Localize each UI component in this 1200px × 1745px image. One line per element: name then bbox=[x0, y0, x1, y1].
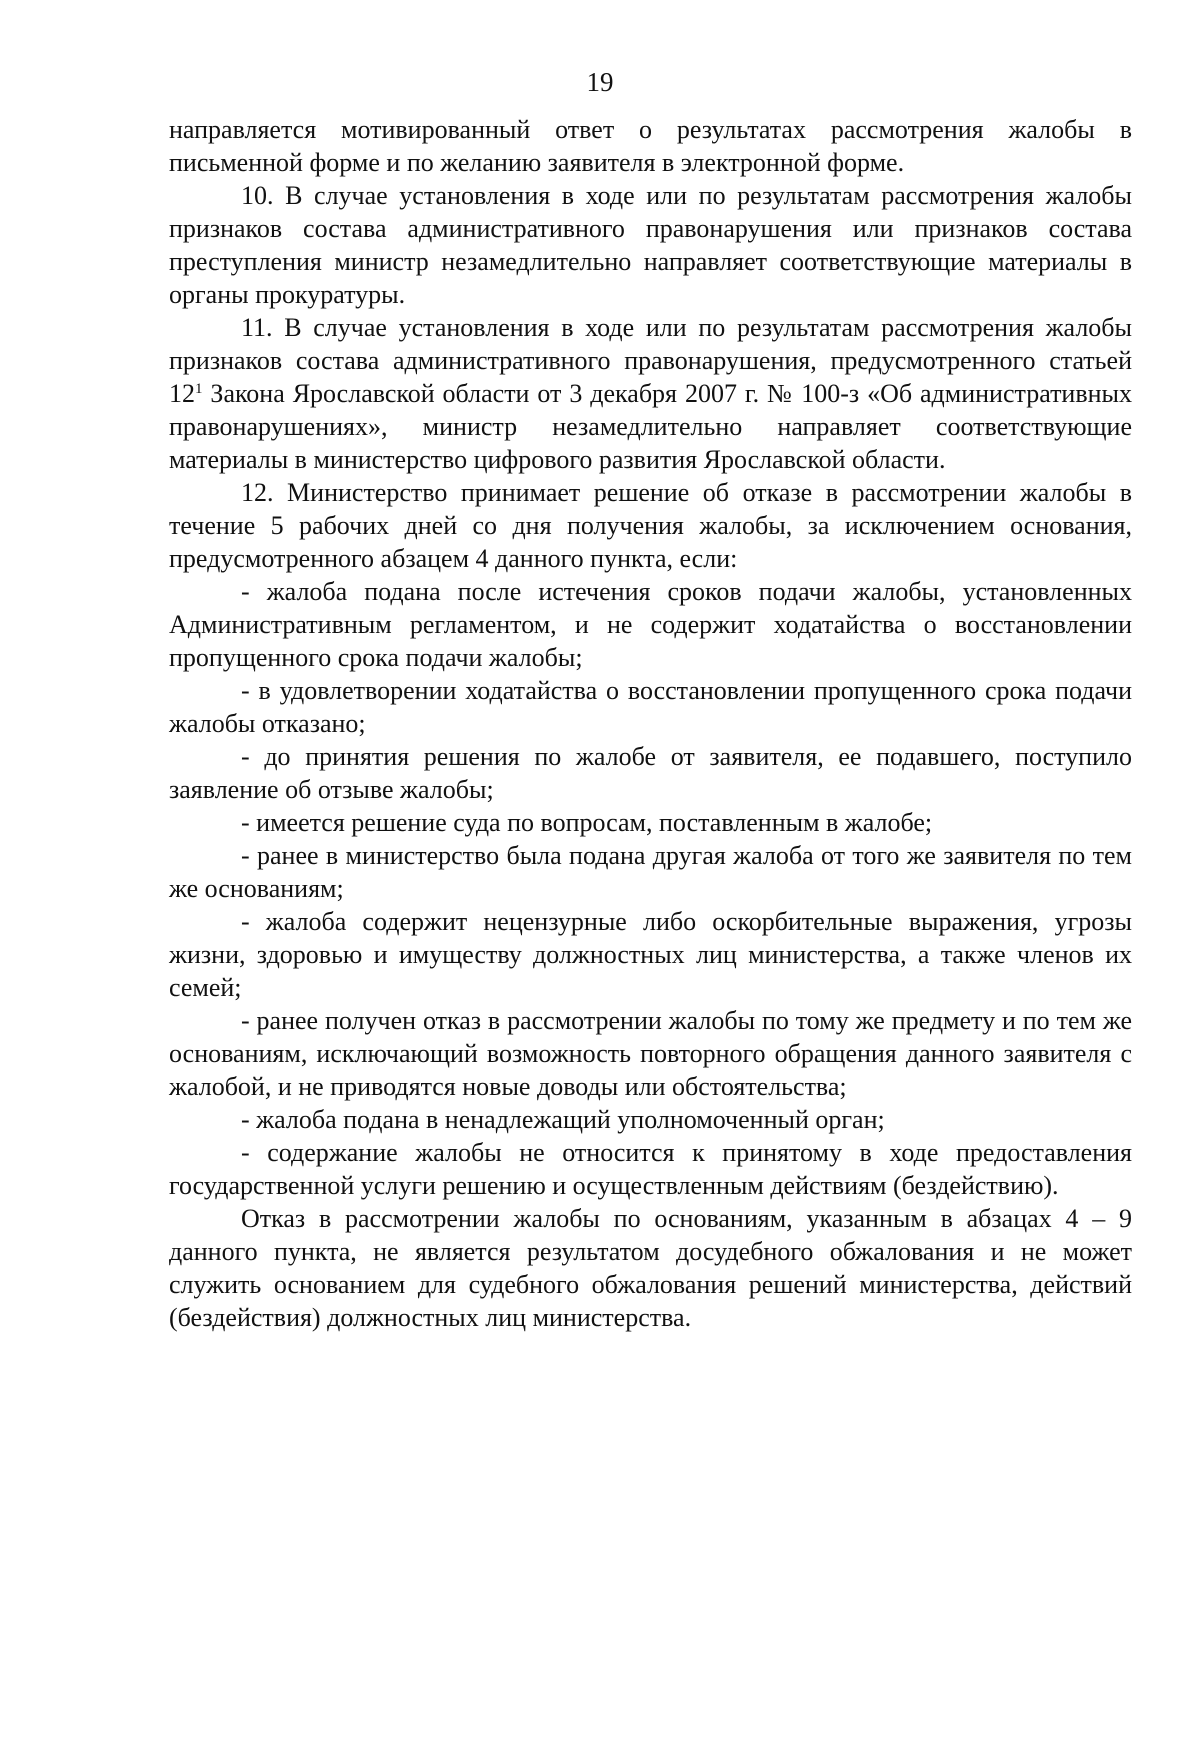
list-item-unrelated-content: - содержание жалобы не относится к принятому в ходе предоставления государственной услуги решению и осуществленным действиям (бездействию). bbox=[169, 1138, 1132, 1200]
paragraph-continuation: направляется мотивированный ответ о результатах рассмотрения жалобы в письменной форме и по желанию заявителя в электронной форме. bbox=[169, 115, 1132, 177]
list-item-complaint-withdrawn: - до принятия решения по жалобе от заявителя, ее подавшего, поступило заявление об отзыве жалобы; bbox=[169, 742, 1132, 804]
list-item-restoration-denied: - в удовлетворении ходатайства о восстановлении пропущенного срока подачи жалобы отказано; bbox=[169, 676, 1132, 738]
paragraph-item-11-text-after: Закона Ярославской области от 3 декабря 2007 г. № 100-з «Об административных правонарушениях», министр незамедлительно направляет соответствующие материалы в министерство цифрового развития Ярославской области. bbox=[169, 379, 1132, 474]
list-item-previous-refusal: - ранее получен отказ в рассмотрении жалобы по тому же предмету и по тем же основаниям, исключающий возможность повторного обращения данного заявителя с жалобой, и не приводятся новые доводы или обстоятельства; bbox=[169, 1006, 1132, 1101]
list-item-offensive-content: - жалоба содержит нецензурные либо оскорбительные выражения, угрозы жизни, здоровью и имуществу должностных лиц министерства, а также членов их семей; bbox=[169, 907, 1132, 1002]
paragraph-item-12: 12. Министерство принимает решение об отказе в рассмотрении жалобы в течение 5 рабочих дней со дня получения жалобы, за исключением основания, предусмотренного абзацем 4 данного пункта, если: bbox=[169, 478, 1132, 573]
paragraph-item-11-text-before: 11. В случае установления в ходе или по результатам рассмотрения жалобы признаков состава административного правонарушения, предусмотренного статьей 12 bbox=[169, 313, 1132, 408]
list-item-wrong-authority: - жалоба подана в ненадлежащий уполномоченный орган; bbox=[241, 1105, 885, 1134]
paragraph-item-10: 10. В случае установления в ходе или по результатам рассмотрения жалобы признаков состава административного правонарушения или признаков состава преступления министр незамедлительно направляет соответствующие материалы в органы прокуратуры. bbox=[169, 181, 1132, 309]
list-item-duplicate-complaint: - ранее в министерство была подана другая жалоба от того же заявителя по тем же основаниям; bbox=[169, 841, 1132, 903]
document-body bbox=[169, 113, 1132, 1334]
list-item-court-decision: - имеется решение суда по вопросам, поставленным в жалобе; bbox=[241, 808, 933, 837]
list-item-missed-deadline: - жалоба подана после истечения сроков подачи жалобы, установленных Административным регламентом, и не содержит ходатайства о восстановлении пропущенного срока подачи жалобы; bbox=[169, 577, 1132, 672]
superscript-article-index: 1 bbox=[195, 381, 203, 397]
page-number: 19 bbox=[586, 67, 614, 97]
paragraph-item-11 bbox=[169, 311, 1132, 476]
paragraph-closing-note: Отказ в рассмотрении жалобы по основаниям, указанным в абзацах 4 – 9 данного пункта, не является результатом досудебного обжалования и не может служить основанием для судебного обжалования решений министерства, действий (бездействия) должностных лиц министерства. bbox=[169, 1204, 1132, 1332]
